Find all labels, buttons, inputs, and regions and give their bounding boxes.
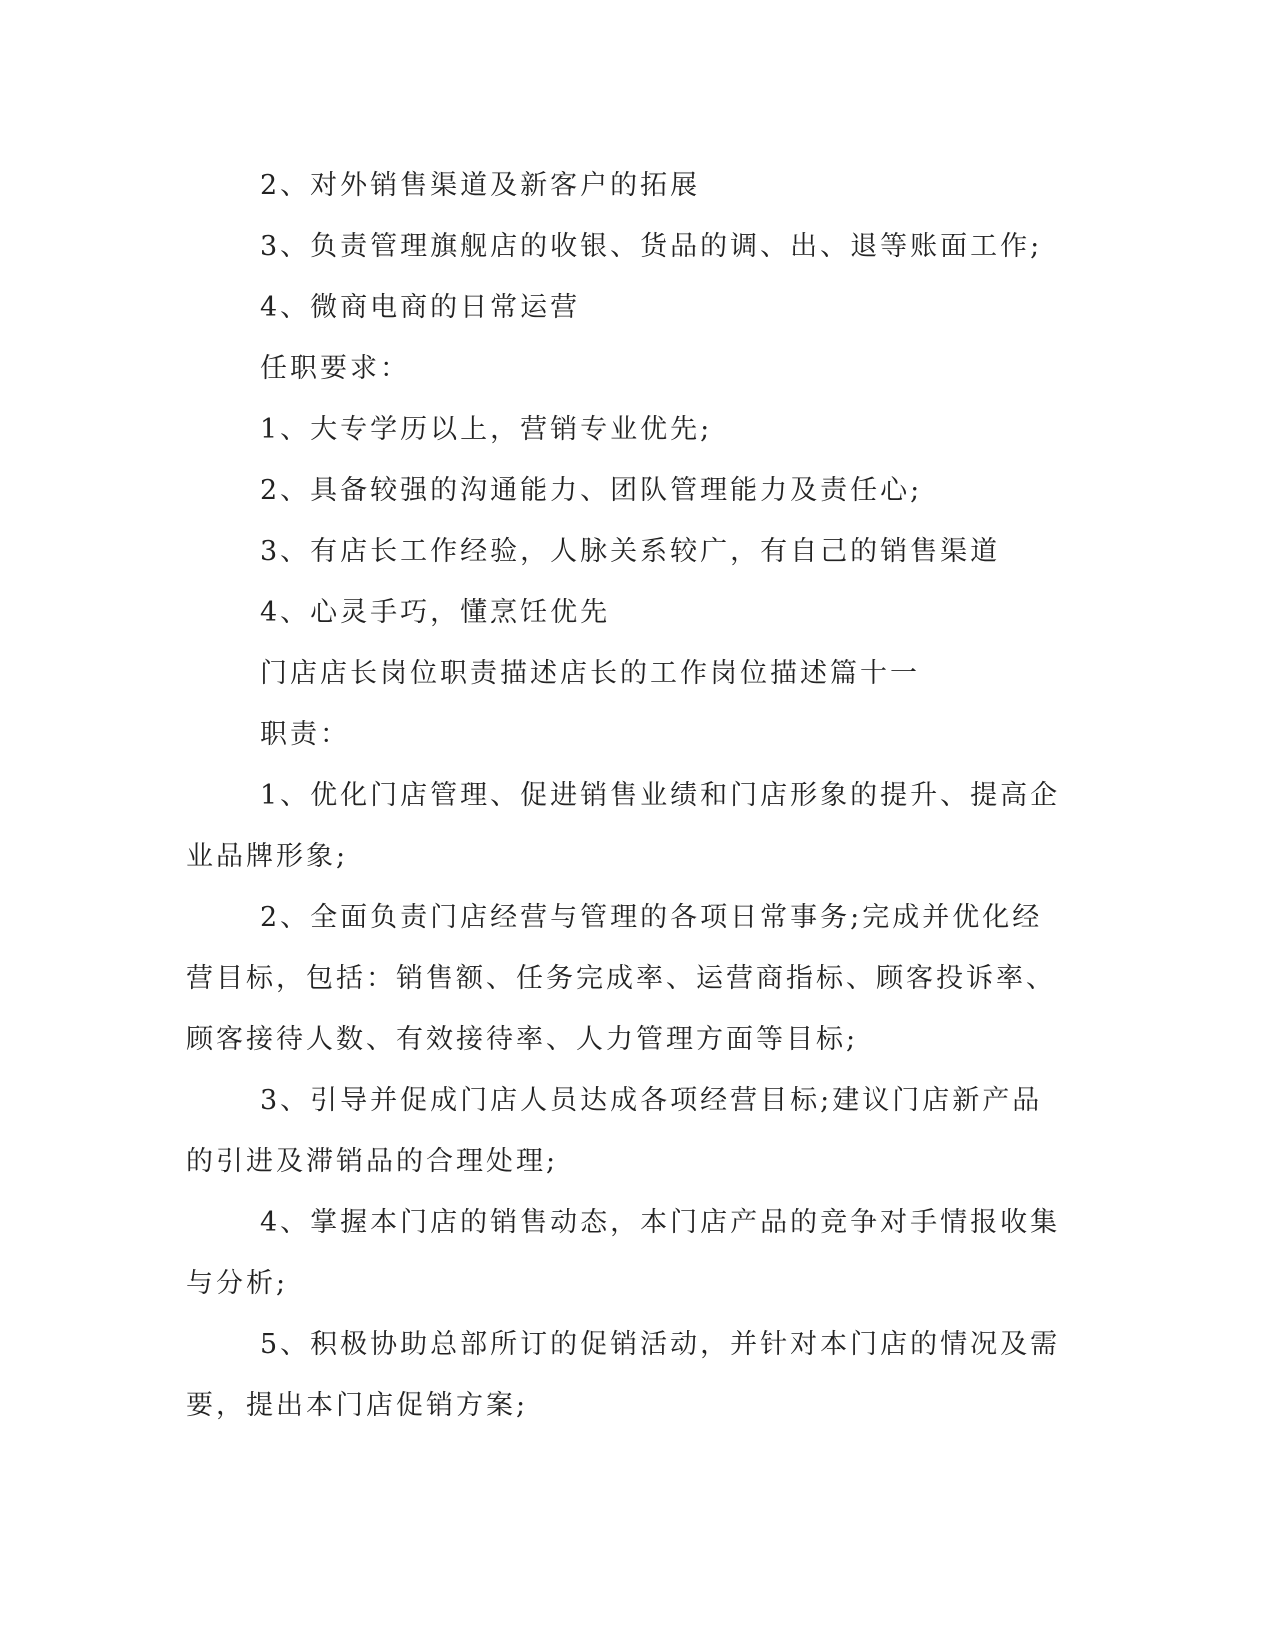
requirement-item-3: 3、有店长工作经验，人脉关系较广，有自己的销售渠道 — [260, 536, 1001, 567]
duties-heading: 职责： — [260, 719, 350, 750]
duty-paragraph-2: 2、全面负责门店经营与管理的各项日常事务;完成并优化经营目标，包括：销售额、任务完成率、运营商指标、顾客投诉率、顾客接待人数、有效接待率、人力管理方面等目标; — [186, 902, 1056, 1055]
duty-paragraph-4: 4、掌握本门店的销售动态，本门店产品的竞争对手情报收集与分析; — [186, 1207, 1061, 1299]
duty-paragraph-3: 3、引导并促成门店人员达成各项经营目标;建议门店新产品的引进及滞销品的合理处理; — [186, 1085, 1043, 1177]
duty-item-3: 3、负责管理旗舰店的收银、货品的调、出、退等账面工作; — [260, 231, 1043, 262]
duty-item-4: 4、微商电商的日常运营 — [260, 292, 581, 323]
requirement-item-2: 2、具备较强的沟通能力、团队管理能力及责任心; — [260, 475, 923, 506]
duty-paragraph-1: 1、优化门店管理、促进销售业绩和门店形象的提升、提高企业品牌形象; — [186, 780, 1061, 872]
duty-paragraph-5: 5、积极协助总部所订的促销活动，并针对本门店的情况及需要，提出本门店促销方案; — [186, 1329, 1061, 1421]
duty-item-2: 2、对外销售渠道及新客户的拓展 — [260, 170, 701, 201]
document-body — [186, 155, 1066, 1436]
requirement-item-4: 4、心灵手巧，懂烹饪优先 — [260, 597, 611, 628]
requirement-item-1: 1、大专学历以上，营销专业优先; — [260, 414, 713, 445]
section-title: 门店店长岗位职责描述店长的工作岗位描述篇十一 — [260, 658, 920, 689]
requirements-heading: 任职要求： — [260, 353, 410, 384]
